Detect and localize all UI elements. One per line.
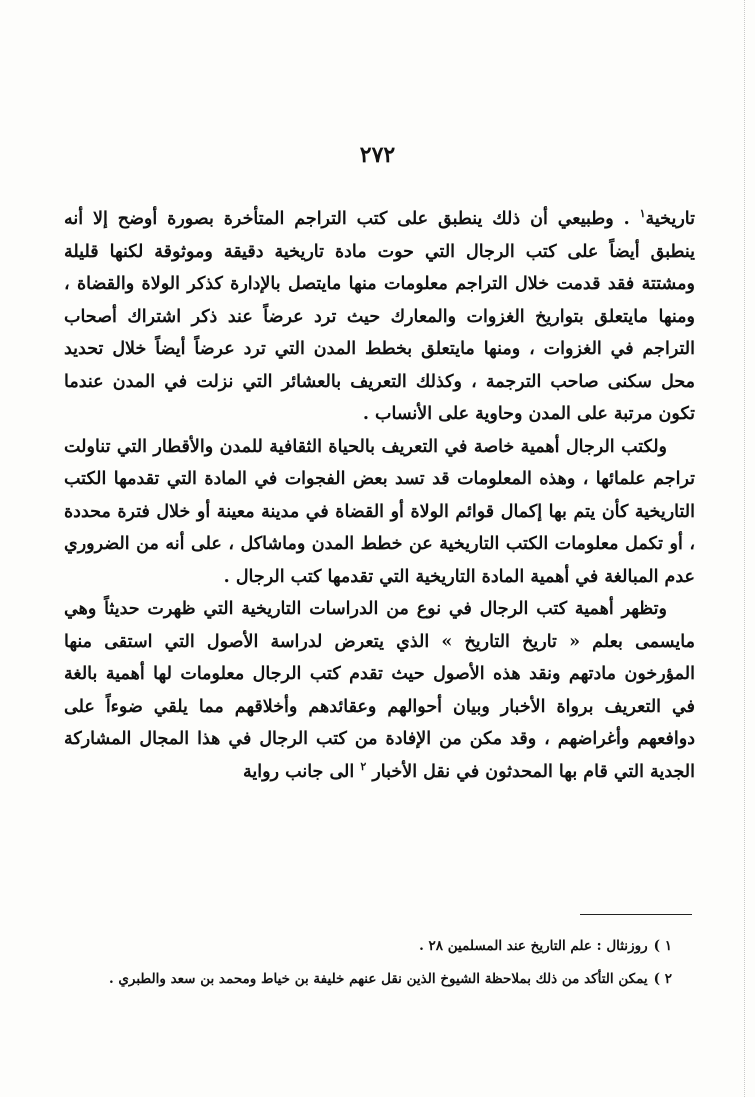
paragraph-3	[64, 593, 695, 788]
footnote-1-number: ١ )	[653, 938, 672, 954]
paragraph-1-lead: تاريخية	[645, 209, 695, 229]
paragraph-1	[64, 203, 695, 431]
footnote-1-text: روزنثال : علم التاريخ عند المسلمين ٢٨ .	[419, 938, 648, 954]
page-number: ٢٧٢	[359, 142, 396, 168]
paragraph-1-text: . وطبيعي أن ذلك ينطبق على كتب التراجم المتأخرة بصورة أوضح إلا أنه ينطبق أيضاً على كتب الرجال التي حوت مادة تاريخية دقيقة وموثوقة لكنها قليلة ومشتتة فقد قدمت خلال التراجم معلومات منها مايتصل بالإدارة كذكر الولاة والقضاة ، ومنها مايتعلق بتواريخ الغزوات والمعارك حيث ترد عرضاً عند ذكر اشتراك أصحاب التراجم في الغزوات ، ومنها مايتعلق بخطط المدن التي ترد عرضاً أيضاً خلال تحديد محل سكنى صاحب الترجمة ، وكذلك التعريف بالعشائر التي نزلت في المدن عندما تكون مرتبة على المدن وحاوية على الأنساب .	[64, 209, 695, 424]
paragraph-3-tail: الى جانب رواية	[243, 761, 361, 782]
footnote-1	[96, 932, 672, 961]
footnote-2-text: يمكن التأكد من ذلك بملاحظة الشيوخ الذين نقل عنهم خليفة بن خياط ومحمد بن سعد والطبري .	[108, 971, 648, 987]
paragraph-3-text: وتظهر أهمية كتب الرجال في نوع من الدراسات التاريخية التي ظهرت حديثاً وهي مايسمى بعلم « تاريخ التاريخ » الذي يتعرض لدراسة الأصول التي استقى منها المؤرخون مادتهم ونقد هذه الأصول حيث تقدم كتب الرجال معلومات لها أهمية بالغة في التعريف برواة الأخبار وبيان أحوالهم وعقائدهم وأخلاقهم مما يلقي ضوءاً على دوافعهم وأغراضهم ، وقد مكن من الإفادة من كتب الرجال في هذا المجال المشاركة الجدية التي قام بها المحدثون في نقل الأخبار	[64, 599, 695, 782]
main-text	[64, 203, 695, 788]
paragraph-2	[64, 431, 695, 594]
footnote-ref-2: ٢	[360, 759, 367, 773]
footnotes	[96, 932, 672, 998]
paragraph-2-text: ولكتب الرجال أهمية خاصة في التعريف بالحياة الثقافية للمدن والأقطار التي تناولت تراجم علمائها ، وهذه المعلومات قد تسد بعض الفجوات في المادة التي تقدمها الكتب التاريخية كأن يتم بها إكمال قوائم الولاة أو القضاة في مدينة معينة أو خلال فترة محددة ، أو تكمل معلومات الكتب التاريخية عن خطط المدن وماشاكل ، على أنه من الضروري عدم المبالغة في أهمية المادة التاريخية التي تقدمها كتب الرجال .	[64, 436, 695, 587]
footnote-2-number: ٢ )	[653, 971, 672, 987]
footnote-separator	[580, 914, 692, 915]
footnote-2	[96, 965, 672, 994]
footnote-ref-1: ١	[639, 207, 646, 221]
